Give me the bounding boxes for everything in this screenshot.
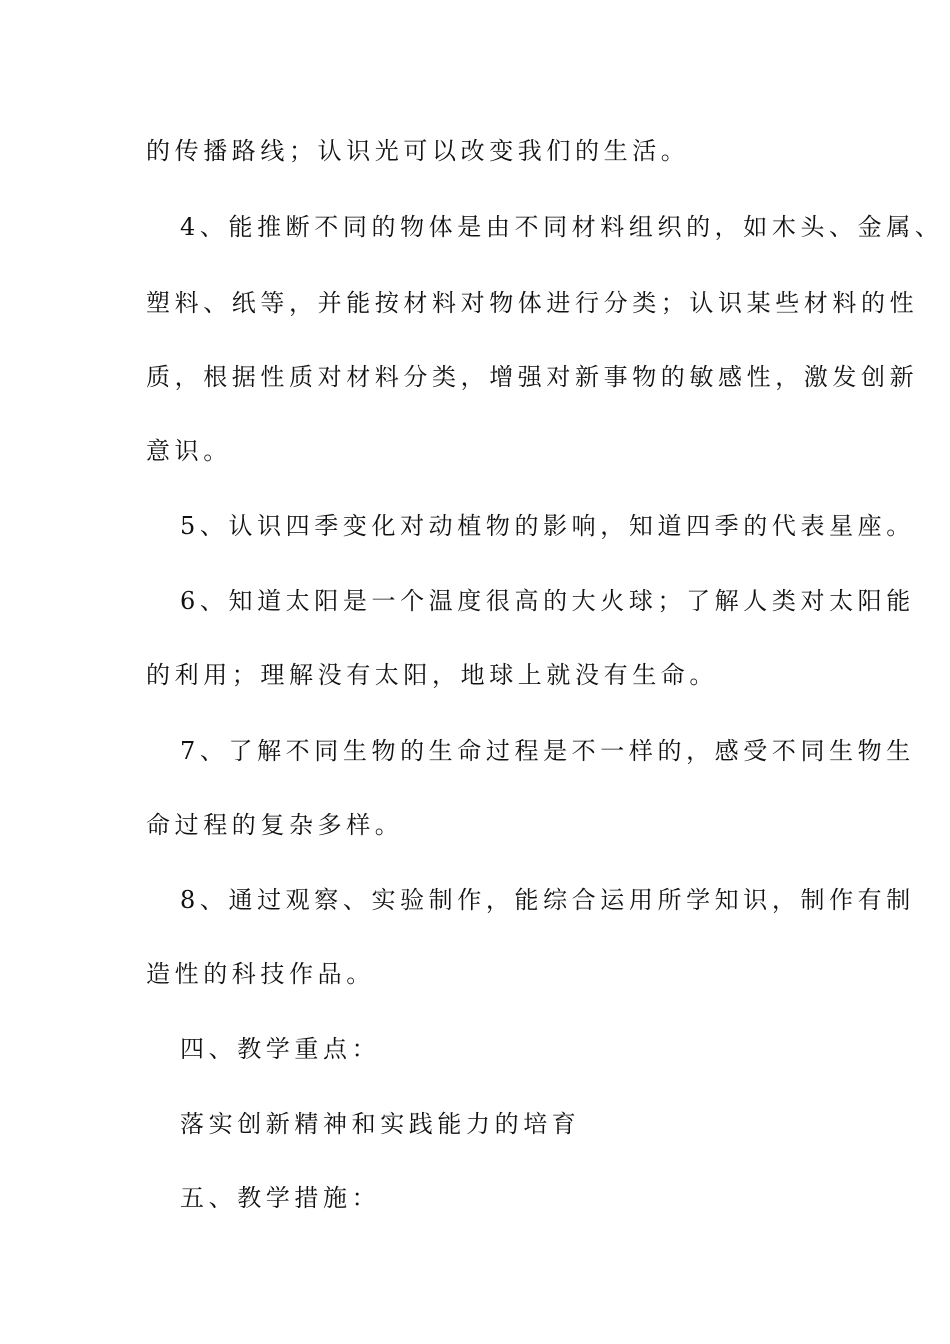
section-heading-teaching-focus: 四、教学重点：: [180, 1035, 381, 1063]
text-line-item-8: 8、通过观察、实验制作，能综合运用所学知识，制作有制: [180, 886, 915, 914]
text-line-item-4-cont-3: 意识。: [146, 437, 232, 465]
section-heading-teaching-measures: 五、教学措施：: [180, 1184, 381, 1212]
text-line-item-6: 6、知道太阳是一个温度很高的大火球；了解人类对太阳能: [180, 587, 915, 615]
text-line-item-8-cont: 造性的科技作品。: [146, 960, 375, 988]
text-line-teaching-focus: 落实创新精神和实践能力的培育: [180, 1110, 581, 1138]
text-line-item-5: 5、认识四季变化对动植物的影响，知道四季的代表星座。: [180, 512, 915, 540]
text-line-continuation-3: 的传播路线；认识光可以改变我们的生活。: [146, 137, 690, 165]
text-line-item-4-cont-2: 质，根据性质对材料分类，增强对新事物的敏感性，激发创新: [146, 363, 919, 391]
text-line-item-7: 7、了解不同生物的生命过程是不一样的，感受不同生物生: [180, 737, 915, 765]
text-line-item-4: 4、能推断不同的物体是由不同材料组织的，如木头、金属、: [180, 213, 944, 241]
text-line-item-4-cont-1: 塑料、纸等，并能按材料对物体进行分类；认识某些材料的性: [146, 289, 919, 317]
text-line-item-6-cont: 的利用；理解没有太阳，地球上就没有生命。: [146, 661, 718, 689]
text-line-item-7-cont: 命过程的复杂多样。: [146, 811, 404, 839]
